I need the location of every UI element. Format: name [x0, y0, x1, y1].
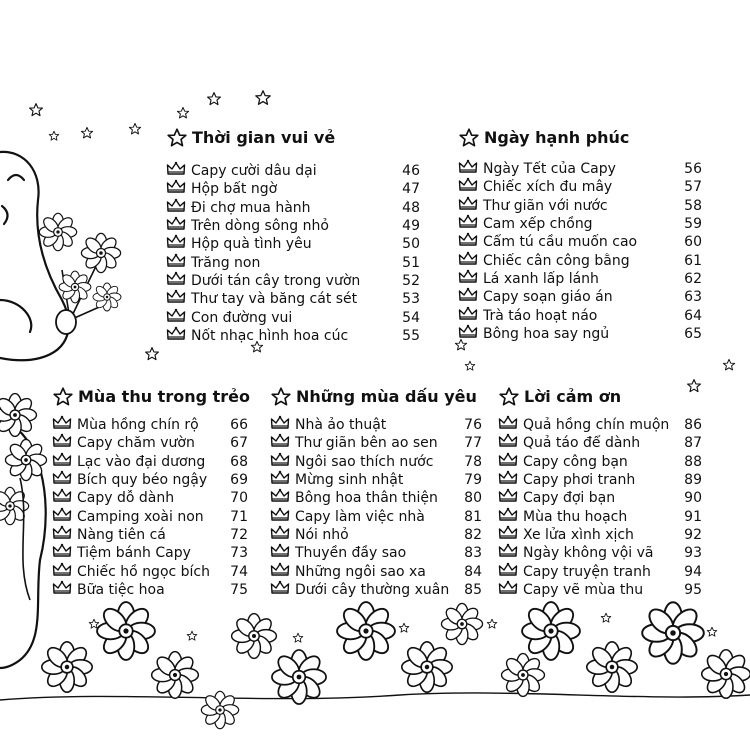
- entry-title: Lá xanh lấp lánh: [483, 270, 599, 287]
- crown-icon: [166, 308, 186, 328]
- entry-title: Capy cười dâu dại: [191, 163, 317, 180]
- entry-page: 80: [464, 490, 482, 507]
- crown-icon: [498, 562, 518, 582]
- toc-entry[interactable]: [52, 453, 248, 471]
- crown-icon: [270, 470, 290, 490]
- entry-title: Bữa tiệc hoa: [77, 581, 165, 598]
- entry-title: Quả hồng chín muộn: [523, 417, 670, 434]
- section-title: [52, 385, 251, 409]
- section-thoi-gian-vui-ve: [166, 126, 420, 345]
- entry-page: 46: [402, 163, 420, 180]
- crown-icon: [52, 415, 72, 435]
- entry-page: 82: [464, 526, 482, 543]
- entry-page: 75: [230, 581, 248, 598]
- toc-entry[interactable]: [498, 489, 702, 507]
- entry-page: 50: [402, 236, 420, 253]
- entry-title: Bích quy béo ngậy: [77, 472, 208, 489]
- crown-icon: [458, 177, 478, 197]
- toc-entry[interactable]: [166, 308, 420, 326]
- toc-entry[interactable]: [498, 581, 702, 599]
- star-icon: [458, 127, 480, 149]
- entry-page: 87: [684, 435, 702, 452]
- entry-page: 65: [684, 325, 702, 342]
- entry-page: 49: [402, 218, 420, 235]
- toc-list: [166, 162, 420, 345]
- toc-entry[interactable]: [270, 562, 482, 580]
- entry-page: 86: [684, 417, 702, 434]
- entry-title: Bông hoa thân thiện: [295, 490, 438, 507]
- entry-page: 55: [402, 327, 420, 344]
- section-title-text: Thời gian vui vẻ: [192, 128, 336, 147]
- crown-icon: [166, 234, 186, 254]
- star-icon: [270, 386, 292, 408]
- section-title: [458, 126, 702, 150]
- crown-icon: [166, 289, 186, 309]
- entry-page: 69: [230, 472, 248, 489]
- entry-page: 89: [684, 472, 702, 489]
- toc-entry[interactable]: [458, 178, 702, 196]
- toc-entry[interactable]: [458, 251, 702, 269]
- entry-page: 66: [230, 417, 248, 434]
- toc-entry[interactable]: [458, 288, 702, 306]
- crown-icon: [498, 433, 518, 453]
- entry-page: 90: [684, 490, 702, 507]
- entry-page: 77: [464, 435, 482, 452]
- crown-icon: [458, 232, 478, 252]
- toc-entry[interactable]: [458, 215, 702, 233]
- entry-title: Chiếc hồ ngọc bích: [77, 563, 211, 580]
- toc-entry[interactable]: [166, 180, 420, 198]
- entry-title: Cẩm tú cầu muốn cao: [483, 234, 638, 251]
- crown-icon: [498, 525, 518, 545]
- toc-entry[interactable]: [498, 416, 702, 434]
- toc-entry[interactable]: [458, 270, 702, 288]
- crown-icon: [270, 543, 290, 563]
- toc-entry[interactable]: [52, 526, 248, 544]
- entry-page: 74: [230, 563, 248, 580]
- crown-icon: [270, 488, 290, 508]
- toc-entry[interactable]: [458, 306, 702, 324]
- toc-entry[interactable]: [270, 507, 482, 525]
- entry-title: Mừng sinh nhật: [295, 472, 404, 489]
- entry-page: 95: [684, 581, 702, 598]
- section-title: [270, 385, 482, 409]
- entry-title: Ngày không vội vã: [523, 545, 654, 562]
- entry-title: Ngôi sao thích nước: [295, 453, 434, 470]
- toc-entry[interactable]: [270, 489, 482, 507]
- toc-entry[interactable]: [458, 160, 702, 178]
- entry-title: Trà táo hoạt náo: [483, 307, 598, 324]
- toc-entry[interactable]: [166, 162, 420, 180]
- entry-page: 71: [230, 508, 248, 525]
- crown-icon: [458, 214, 478, 234]
- entry-title: Chiếc cân công bằng: [483, 252, 630, 269]
- entry-title: Ngày Tết của Capy: [483, 161, 616, 178]
- toc-entry[interactable]: [52, 544, 248, 562]
- entry-title: Nhà ảo thuật: [295, 417, 387, 434]
- toc-entry[interactable]: [270, 416, 482, 434]
- entry-title: Capy đợi bạn: [523, 490, 616, 507]
- entry-page: 94: [684, 563, 702, 580]
- entry-title: Capy công bạn: [523, 453, 628, 470]
- toc-entry[interactable]: [270, 581, 482, 599]
- entry-title: Capy truyện tranh: [523, 563, 651, 580]
- toc-entry[interactable]: [166, 327, 420, 345]
- crown-icon: [270, 562, 290, 582]
- entry-page: 56: [684, 161, 702, 178]
- entry-title: Lạc vào đại dương: [77, 453, 206, 470]
- entry-page: 78: [464, 453, 482, 470]
- entry-page: 63: [684, 289, 702, 306]
- entry-page: 54: [402, 309, 420, 326]
- section-loi-cam-on: [498, 385, 702, 599]
- crown-icon: [270, 452, 290, 472]
- toc-entry[interactable]: [52, 581, 248, 599]
- entry-title: Capy dỗ dành: [77, 490, 175, 507]
- crown-icon: [458, 324, 478, 344]
- toc-entry[interactable]: [270, 471, 482, 489]
- toc-entry[interactable]: [458, 233, 702, 251]
- section-title-text: Lời cảm ơn: [524, 387, 622, 406]
- entry-page: 58: [684, 197, 702, 214]
- crown-icon: [52, 452, 72, 472]
- entry-page: 76: [464, 417, 482, 434]
- entry-page: 62: [684, 270, 702, 287]
- toc-entry[interactable]: [166, 253, 420, 271]
- section-title: [498, 385, 702, 409]
- star-icon: [52, 386, 74, 408]
- entry-page: 67: [230, 435, 248, 452]
- entry-page: 70: [230, 490, 248, 507]
- crown-icon: [166, 271, 186, 291]
- entry-title: Hộp quà tình yêu: [191, 236, 312, 253]
- entry-title: Hộp bất ngờ: [191, 181, 278, 198]
- entry-title: Capy làm việc nhà: [295, 508, 425, 525]
- entry-page: 79: [464, 472, 482, 489]
- crown-icon: [166, 216, 186, 236]
- section-title-text: Ngày hạnh phúc: [484, 128, 630, 147]
- crown-icon: [166, 161, 186, 181]
- entry-title: Capy chăm vườn: [77, 435, 195, 452]
- crown-icon: [498, 452, 518, 472]
- toc-entry[interactable]: [498, 507, 702, 525]
- entry-title: Trên dòng sông nhỏ: [191, 218, 329, 235]
- entry-title: Thư tay và băng cát sét: [191, 291, 358, 308]
- entry-page: 53: [402, 291, 420, 308]
- entry-title: Thuyền đầy sao: [295, 545, 407, 562]
- entry-page: 61: [684, 252, 702, 269]
- entry-title: Capy phơi tranh: [523, 472, 636, 489]
- entry-page: 57: [684, 179, 702, 196]
- crown-icon: [498, 507, 518, 527]
- entry-title: Trăng non: [191, 254, 261, 271]
- crown-icon: [458, 306, 478, 326]
- entry-page: 81: [464, 508, 482, 525]
- toc-entry[interactable]: [498, 434, 702, 452]
- crown-icon: [458, 251, 478, 271]
- entry-page: 72: [230, 526, 248, 543]
- entry-page: 51: [402, 254, 420, 271]
- toc-entry[interactable]: [52, 507, 248, 525]
- entry-page: 48: [402, 199, 420, 216]
- entry-title: Capy vẽ mùa thu: [523, 581, 644, 598]
- crown-icon: [498, 415, 518, 435]
- section-nhung-mua-dau-yeu: [270, 385, 482, 599]
- entry-title: Tiệm bánh Capy: [77, 545, 191, 562]
- toc-list: [270, 416, 482, 599]
- crown-icon: [270, 433, 290, 453]
- crown-icon: [52, 507, 72, 527]
- entry-page: 68: [230, 453, 248, 470]
- toc-entry[interactable]: [166, 235, 420, 253]
- entry-page: 52: [402, 272, 420, 289]
- toc-entry[interactable]: [52, 489, 248, 507]
- entry-title: Mùa thu hoạch: [523, 508, 628, 525]
- toc-entry[interactable]: [498, 453, 702, 471]
- toc-entry[interactable]: [270, 453, 482, 471]
- crown-icon: [52, 470, 72, 490]
- crown-icon: [166, 198, 186, 218]
- crown-icon: [498, 543, 518, 563]
- crown-icon: [270, 507, 290, 527]
- entry-title: Chiếc xích đu mây: [483, 179, 613, 196]
- section-title: [166, 126, 420, 150]
- entry-title: Bông hoa say ngủ: [483, 325, 610, 342]
- toc-entry[interactable]: [458, 197, 702, 215]
- star-icon: [166, 127, 188, 149]
- entry-page: 59: [684, 216, 702, 233]
- entry-title: Quả táo để dành: [523, 435, 641, 452]
- crown-icon: [270, 415, 290, 435]
- section-title-text: Mùa thu trong trẻo: [78, 387, 251, 406]
- toc-entry[interactable]: [166, 272, 420, 290]
- entry-title: Capy soạn giáo án: [483, 289, 613, 306]
- entry-page: 85: [464, 581, 482, 598]
- crown-icon: [166, 326, 186, 346]
- crown-icon: [52, 543, 72, 563]
- toc-entry[interactable]: [270, 544, 482, 562]
- crown-icon: [166, 179, 186, 199]
- crown-icon: [270, 580, 290, 600]
- section-mua-thu-trong-treo: [52, 385, 251, 599]
- crown-icon: [52, 580, 72, 600]
- toc-entry[interactable]: [166, 290, 420, 308]
- crown-icon: [498, 488, 518, 508]
- entry-page: 92: [684, 526, 702, 543]
- entry-title: Con đường vui: [191, 309, 293, 326]
- crown-icon: [498, 580, 518, 600]
- section-ngay-hanh-phuc: [458, 126, 702, 343]
- toc-entry[interactable]: [52, 562, 248, 580]
- entry-title: Thư giãn bên ao sen: [295, 435, 438, 452]
- entry-title: Nốt nhạc hình hoa cúc: [191, 327, 349, 344]
- toc-entry[interactable]: [52, 471, 248, 489]
- entry-title: Dưới cây thường xuân: [295, 581, 450, 598]
- crown-icon: [458, 287, 478, 307]
- crown-icon: [458, 196, 478, 216]
- toc-entry[interactable]: [498, 471, 702, 489]
- entry-title: Mùa hồng chín rộ: [77, 417, 199, 434]
- crown-icon: [52, 433, 72, 453]
- entry-title: Nàng tiên cá: [77, 526, 166, 543]
- entry-page: 83: [464, 545, 482, 562]
- crown-icon: [52, 562, 72, 582]
- toc-entry[interactable]: [270, 526, 482, 544]
- crown-icon: [458, 159, 478, 179]
- toc-entry[interactable]: [270, 434, 482, 452]
- entry-page: 47: [402, 181, 420, 198]
- toc-entry[interactable]: [498, 562, 702, 580]
- toc-list: [498, 416, 702, 599]
- entry-title: Thư giãn với nước: [483, 197, 608, 214]
- section-title-text: Những mùa dấu yêu: [296, 387, 477, 406]
- entry-title: Camping xoài non: [77, 508, 204, 525]
- entry-page: 73: [230, 545, 248, 562]
- entry-title: Những ngôi sao xa: [295, 563, 426, 580]
- entry-title: Nói nhỏ: [295, 526, 349, 543]
- toc-entry[interactable]: [498, 526, 702, 544]
- entry-title: Dưới tán cây trong vườn: [191, 272, 361, 289]
- toc-entry[interactable]: [52, 416, 248, 434]
- toc-list: [458, 160, 702, 343]
- entry-page: 64: [684, 307, 702, 324]
- entry-page: 88: [684, 453, 702, 470]
- entry-page: 91: [684, 508, 702, 525]
- entry-page: 60: [684, 234, 702, 251]
- entry-title: Cam xếp chồng: [483, 216, 593, 233]
- entry-title: Đi chợ mua hành: [191, 199, 311, 216]
- bottom-flower-garden: [0, 602, 750, 729]
- bouquet-illustration: [39, 213, 121, 334]
- crown-icon: [458, 269, 478, 289]
- toc-list: [52, 416, 248, 599]
- entry-page: 93: [684, 545, 702, 562]
- toc-entry[interactable]: [458, 325, 702, 343]
- crown-icon: [52, 525, 72, 545]
- crown-icon: [52, 488, 72, 508]
- toc-entry[interactable]: [52, 434, 248, 452]
- crown-icon: [498, 470, 518, 490]
- entry-title: Xe lửa xình xịch: [523, 526, 634, 543]
- star-icon: [498, 386, 520, 408]
- toc-entry[interactable]: [166, 199, 420, 217]
- crown-icon: [166, 253, 186, 273]
- toc-entry[interactable]: [166, 217, 420, 235]
- toc-entry[interactable]: [498, 544, 702, 562]
- crown-icon: [270, 525, 290, 545]
- entry-page: 84: [464, 563, 482, 580]
